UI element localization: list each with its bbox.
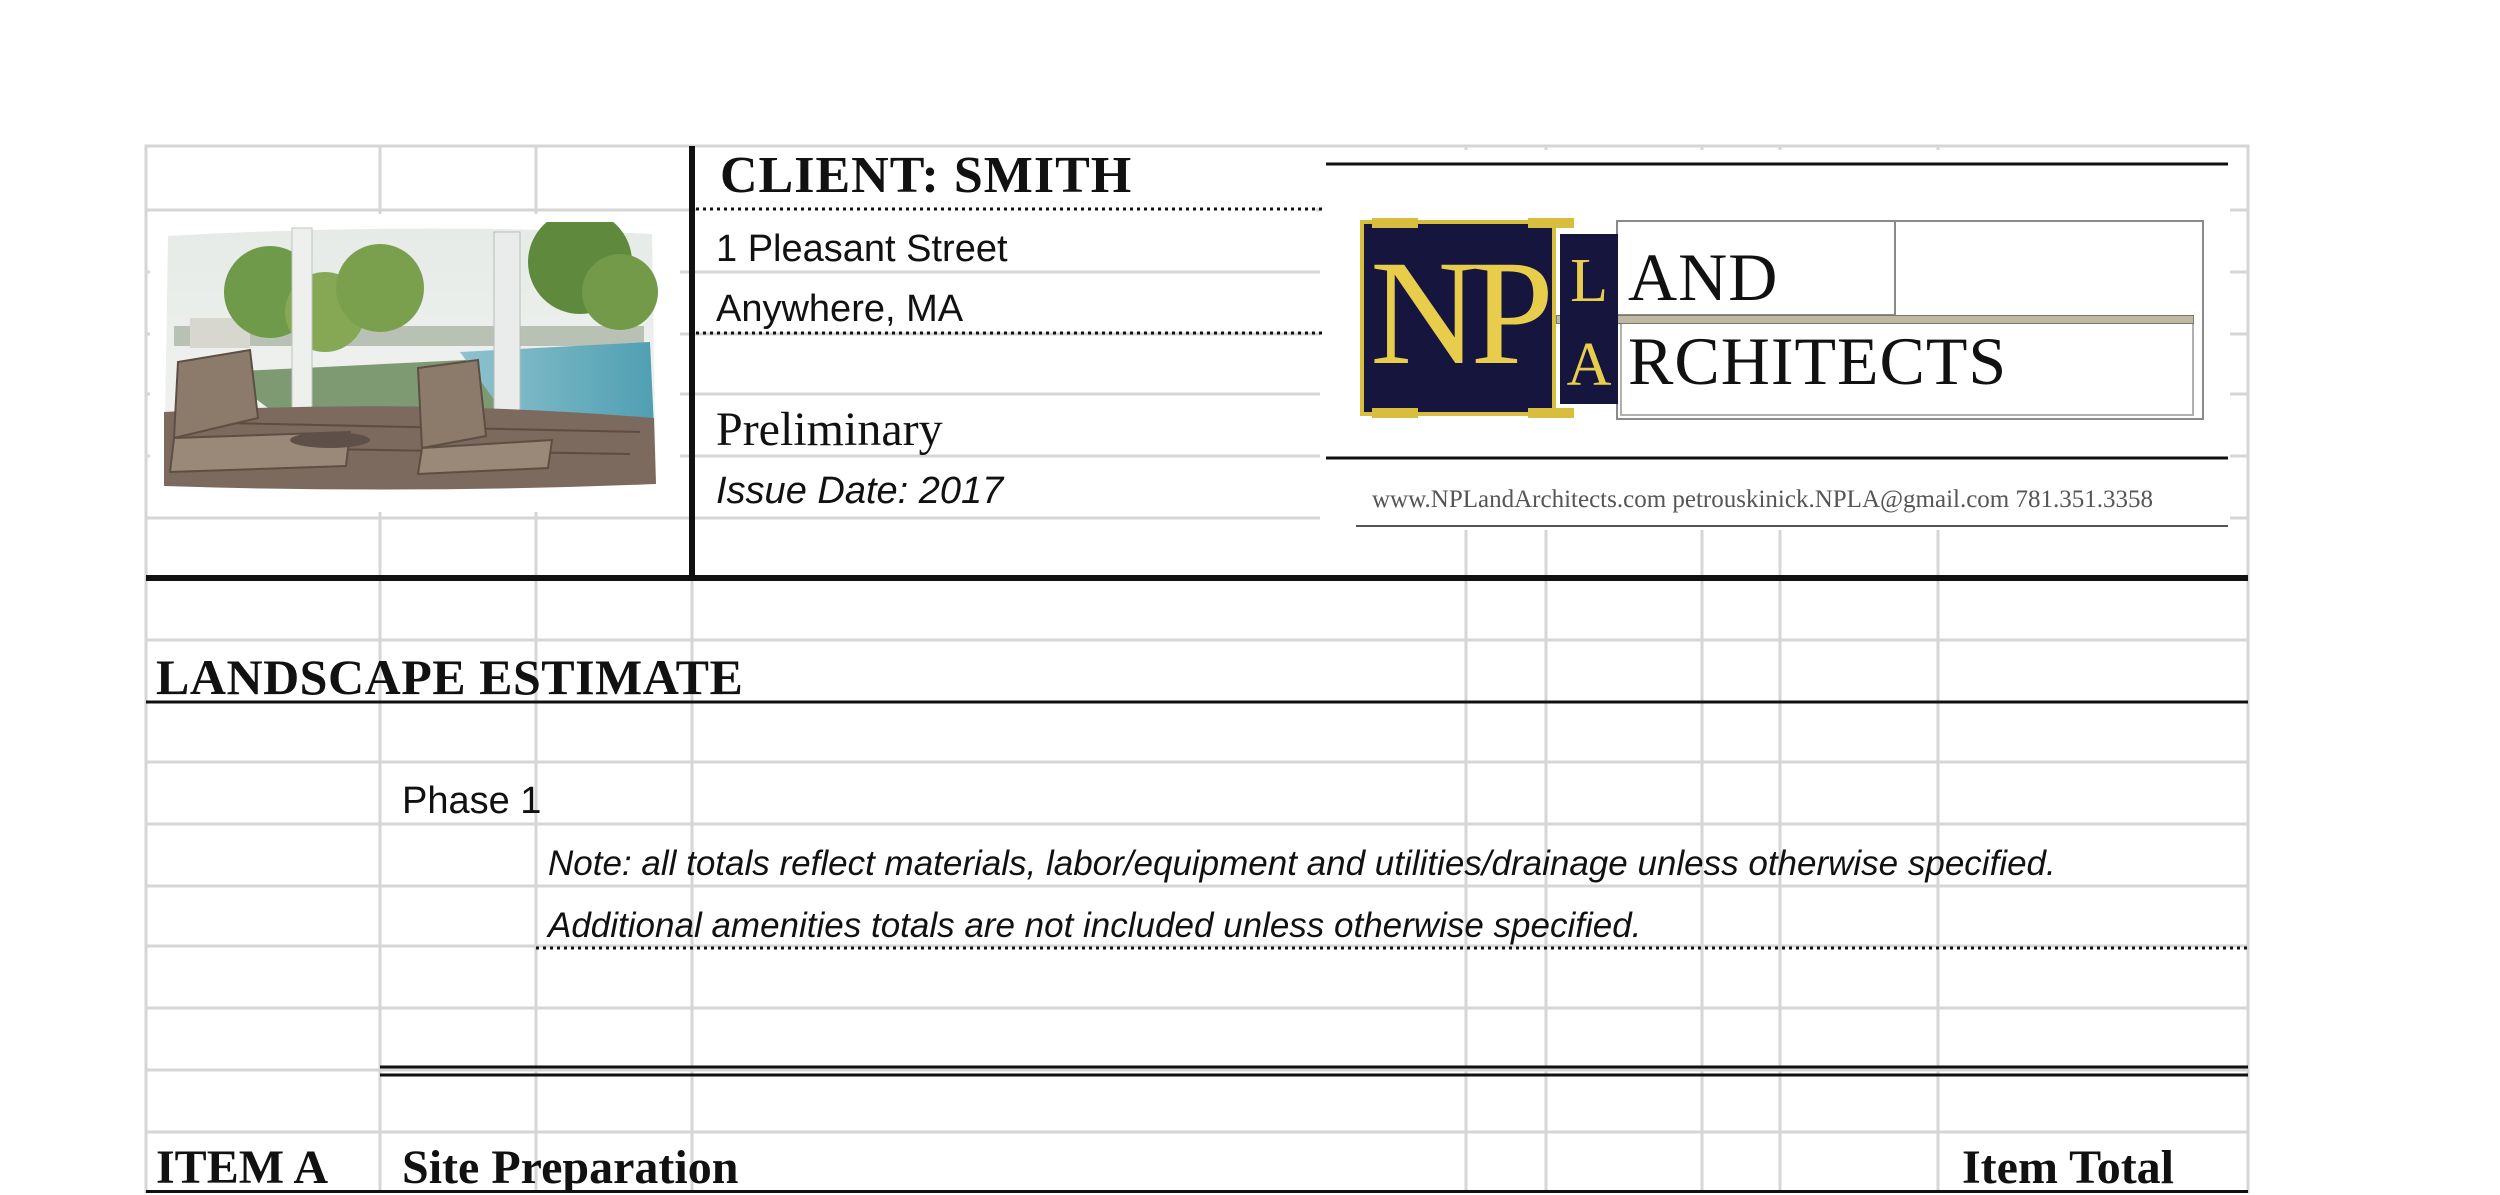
address-line-2: Anywhere, MA [716, 288, 964, 330]
phase-label: Phase 1 [402, 780, 542, 822]
logo-initials: NP [1370, 230, 1546, 396]
logo-la-mark [1560, 234, 1618, 404]
status-text: Preliminary [716, 403, 943, 456]
item-code: ITEM A [156, 1141, 329, 1194]
note-line-2: Additional amenities totals are not included unless otherwise specified. [548, 906, 1642, 945]
logo-np-mark [1360, 220, 1556, 416]
item-title: Site Preparation [402, 1141, 739, 1194]
address-line-1: 1 Pleasant Street [716, 228, 1008, 270]
note-line-1: Note: all totals reflect materials, labor/equipment and utilities/drainage unless otherwise specified. [548, 844, 2056, 883]
project-photo [160, 222, 658, 496]
logo-word-and: AND [1628, 239, 1779, 315]
contact-info: www.NPLandArchitects.com petrouskinick.NPLA@gmail.com 781.351.3358 [1372, 486, 2154, 513]
client-title: CLIENT: SMITH [720, 147, 1133, 204]
logo-letter-a: A [1566, 331, 1612, 399]
item-total-label: Item Total [1962, 1141, 2175, 1194]
section-title: LANDSCAPE ESTIMATE [156, 649, 744, 705]
logo-letter-l: L [1570, 247, 1608, 315]
logo-word-rchitects: RCHITECTS [1628, 323, 2008, 399]
issue-date: Issue Date: 2017 [716, 470, 1004, 512]
